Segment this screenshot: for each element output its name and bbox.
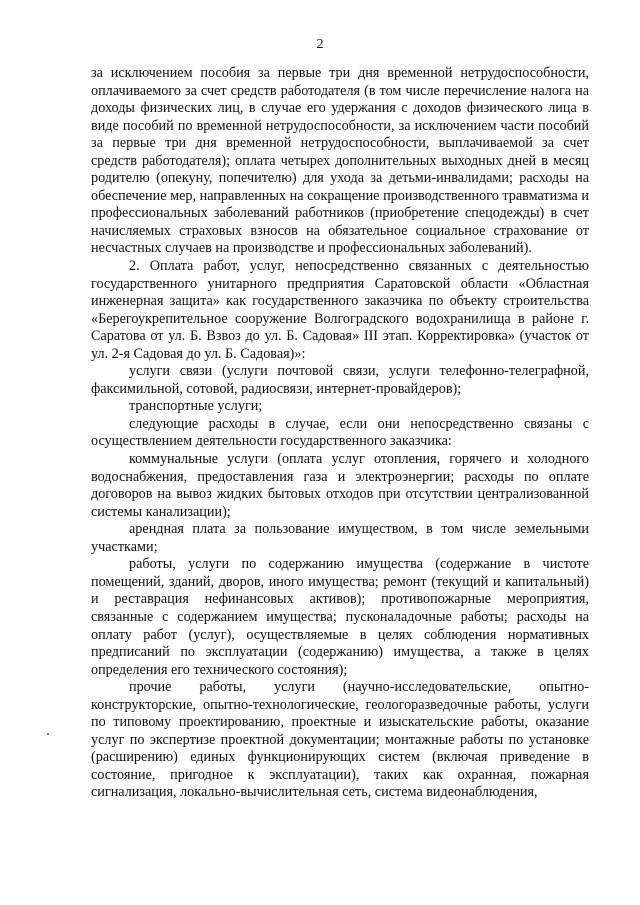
page-number: 2 [316,37,324,52]
paragraph-2: 2. Оплата работ, услуг, непосредственно связанных с деятельностью государственного унитарного предприятия Саратовской области «Областная инженерная защита» как государственного заказчика по объекту строительства «Берегоукрепительное сооружение Волгоградского водохранилища в районе г. Саратова от ул. Б. Взвоз до ул. Б. Садовая» III этап. Корректировка» (участок от ул. 2-я Садовая до ул. Б. Садовая)»: [91,258,589,362]
paragraph-8: работы, услуги по содержанию имущества (содержание в чистоте помещений, зданий, дворов, иного имущества; ремонт (текущий и капитальный) и реставрация нефинансовых активов); противопожарные мероприятия, связанные с содержанием имущества; пусконаладочные работы; расходы на оплату работ (услуг), осуществляемые в целях соблюдения нормативных предписаний по эксплуатации (содержанию) имущества, а также в целях определения его технического состояния); [91,556,589,678]
paragraph-4: транспортные услуги; [129,398,263,415]
paragraph-9: прочие работы, услуги (научно-исследовательские, опытно-конструкторские, опытно-технологические, геологоразведочные работы, услуги по типовому проектированию, проектные и изыскательские работы, оказание услуг по экспертизе проектной документации; монтажные работы по установке (расширению) единых функционирующих систем (включая приведение в состояние, пригодное к эксплуатации), таких как охранная, пожарная сигнализация, локально-вычислительная сеть, система видеонаблюдения, [91,679,589,801]
paragraph-6: коммунальные услуги (оплата услуг отопления, горячего и холодного водоснабжения, предоставления газа и электроэнергии; расходы по оплате договоров на вывоз жидких бытовых отходов при отсутствии централизованной системы канализации); [91,451,589,520]
margin-dot [47,733,49,735]
paragraph-3: услуги связи (услуги почтовой связи, услуги телефонно-телеграфной, факсимильной, сотовой, радиосвязи, интернет-провайдеров); [91,363,589,397]
paragraph-5: следующие расходы в случае, если они непосредственно связаны с осуществлением деятельности государственного заказчика: [91,415,589,450]
document-body [91,65,589,802]
paragraph-7: арендная плата за пользование имуществом, в том числе земельными участками; [91,521,589,555]
paragraph-1: за исключением пособия за первые три дня временной нетрудоспособности, оплачиваемого за счет средств работодателя (в том числе перечисление налога на доходы физических лиц, в случае его удержания с доходов физического лица в виде пособий по временной нетрудоспособности, за исключением части пособий за первые три дня временной нетрудоспособности, выплачиваемой за счет средств работодателя); оплата четырех дополнительных выходных дней в месяц родителю (опекуну, попечителю) для ухода за детьми-инвалидами; расходы на обеспечение мер, направленных на сокращение производственного травматизма и профессиональных заболеваний работников (приобретение спецодежды) в счет начисляемых страховых взносов на обязательное социальное страхование от несчастных случаев на производстве и профессиональных заболеваний). [91,65,589,257]
